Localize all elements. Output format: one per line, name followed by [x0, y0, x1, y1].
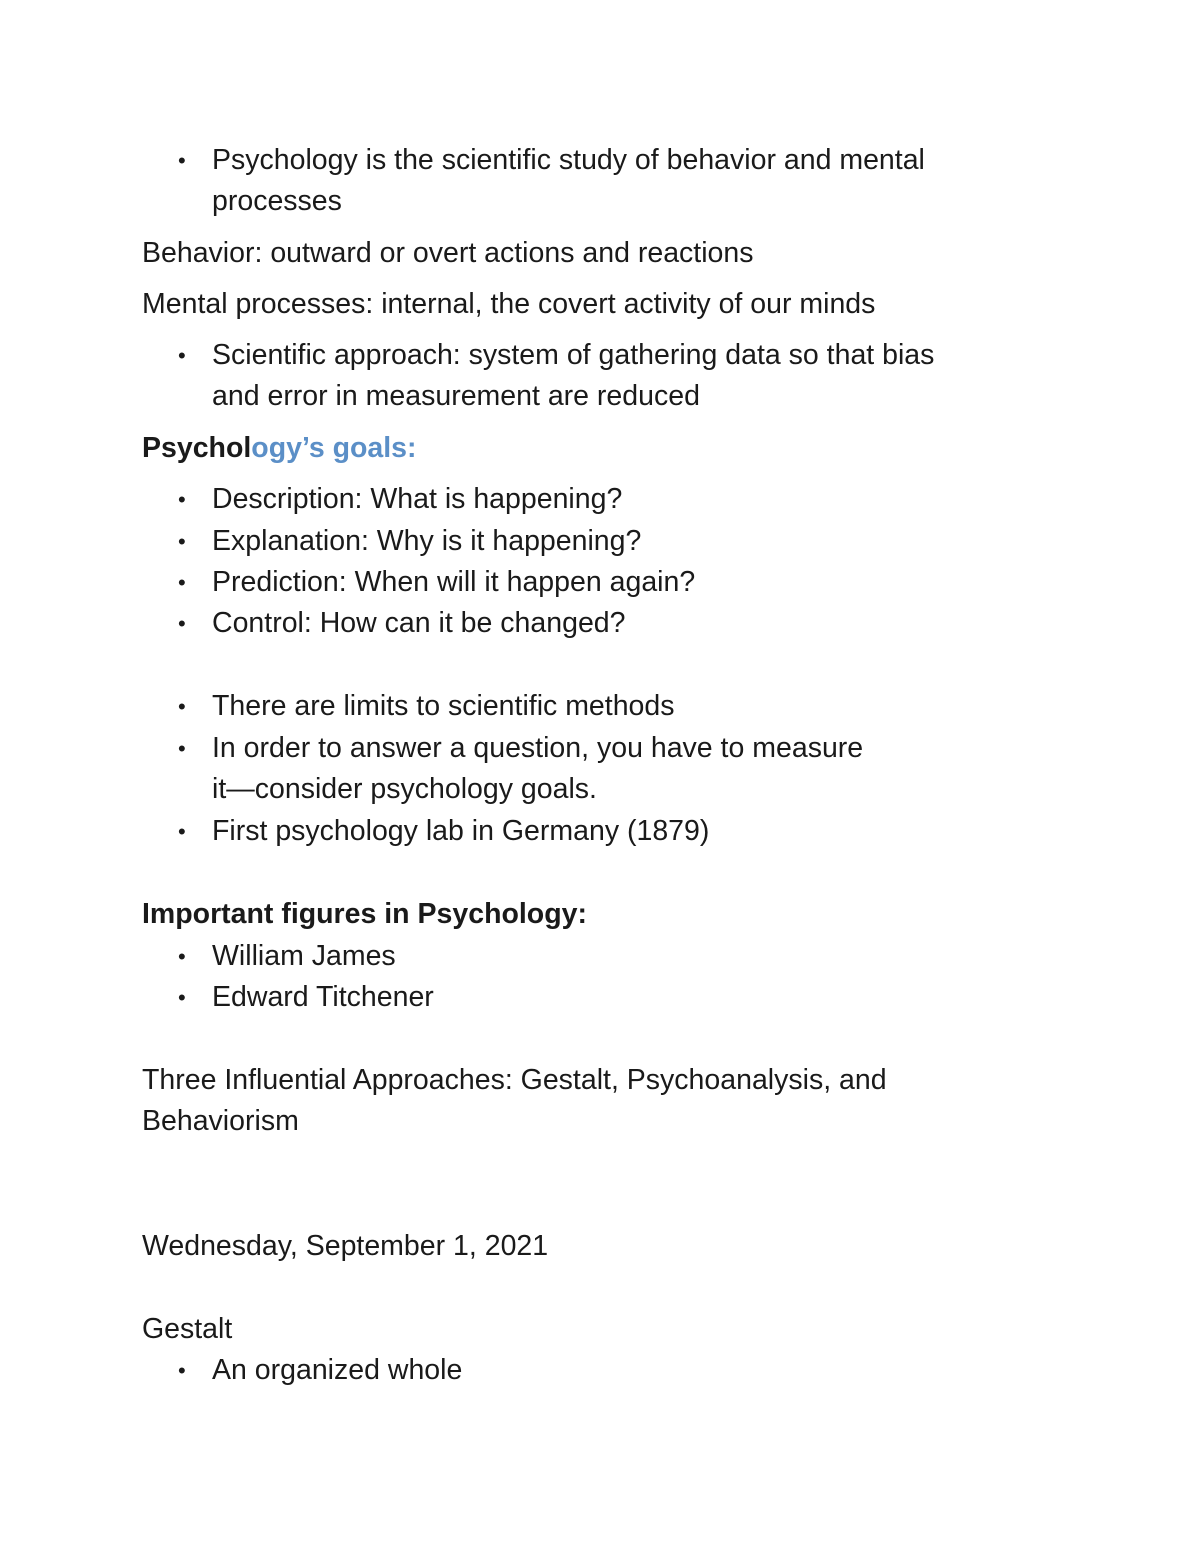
bullet-icon: • — [178, 343, 186, 368]
bullet-icon: • — [178, 529, 186, 554]
bullet-icon: • — [178, 985, 186, 1010]
bullet-icon: • — [178, 819, 186, 844]
behavior-text: Behavior: outward or overt actions and reactions — [142, 237, 754, 269]
goals-heading — [142, 428, 417, 469]
first-lab-text: First psychology lab in Germany (1879) — [212, 815, 710, 847]
bullet-icon: • — [178, 694, 186, 719]
figure-name: Edward Titchener — [212, 981, 434, 1013]
bullet-icon: • — [178, 1358, 186, 1383]
approaches-line-2: Behaviorism — [142, 1105, 299, 1137]
scientific-approach-line-1: Scientific approach: system of gathering data so that bias — [212, 339, 935, 371]
goal-text: Control: How can it be changed? — [212, 607, 626, 639]
figure-name: William James — [212, 940, 396, 972]
definition-line-2: processes — [212, 185, 342, 217]
goal-text: Prediction: When will it happen again? — [212, 566, 696, 598]
limits-text: There are limits to scientific methods — [212, 690, 675, 722]
measure-line-1: In order to answer a question, you have to measure — [212, 732, 864, 764]
gestalt-heading: Gestalt — [142, 1313, 233, 1345]
scientific-approach-line-2: and error in measurement are reduced — [212, 380, 700, 412]
goals-heading-part-1: Psychol — [142, 432, 252, 464]
bullet-icon: • — [178, 570, 186, 595]
gestalt-item-text: An organized whole — [212, 1354, 463, 1386]
mental-processes-text: Mental processes: internal, the covert activity of our minds — [142, 288, 876, 320]
approaches-line-1: Three Influential Approaches: Gestalt, Psychoanalysis, and — [142, 1064, 887, 1096]
bullet-icon: • — [178, 944, 186, 969]
date-text: Wednesday, September 1, 2021 — [142, 1230, 549, 1262]
goals-heading-part-2: ogy’s goals: — [251, 432, 417, 464]
figures-heading: Important figures in Psychology: — [142, 898, 587, 930]
bullet-icon: • — [178, 611, 186, 636]
measure-line-2: it—consider psychology goals. — [212, 773, 597, 805]
bullet-icon: • — [178, 487, 186, 512]
goal-text: Description: What is happening? — [212, 483, 623, 515]
definition-line-1: Psychology is the scientific study of behavior and mental — [212, 144, 925, 176]
goal-text: Explanation: Why is it happening? — [212, 525, 642, 557]
bullet-icon: • — [178, 148, 186, 173]
bullet-icon: • — [178, 736, 186, 761]
